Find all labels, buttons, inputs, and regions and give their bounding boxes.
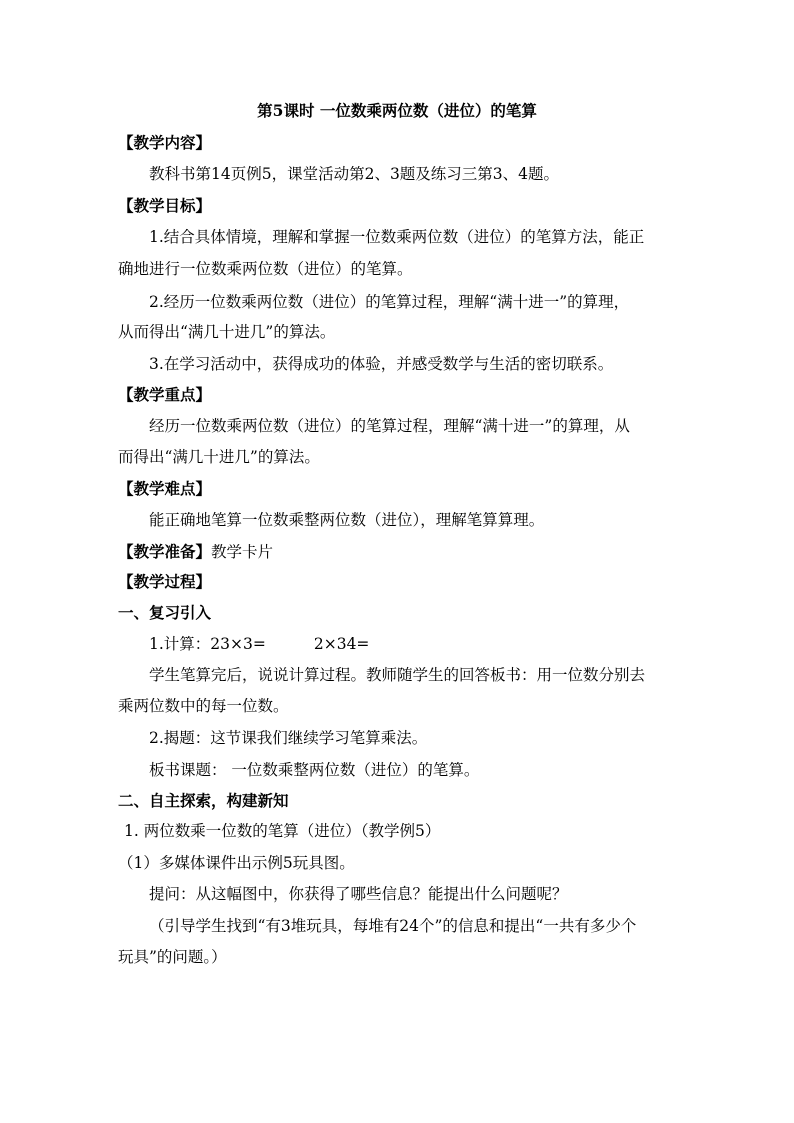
preparation-text: 教学卡片: [211, 543, 274, 561]
preparation-row: [118, 542, 678, 562]
question-text: 提问：从这幅图中，你获得了哪些信息？能提出什么问题呢？: [149, 885, 568, 903]
heading-difficulty: 【教学难点】: [118, 479, 212, 498]
goal-3: 3.在学习活动中，获得成功的体验，并感受数学与生活的密切联系。: [149, 355, 614, 373]
heading-teaching-content: 【教学内容】: [118, 133, 212, 152]
item-1: 1. 两位数乘一位数的笔算（进位）（教学例5）: [124, 822, 441, 840]
heading-process: 【教学过程】: [118, 572, 212, 591]
paragraph-teaching-content: 教科书第14页例5，课堂活动第2、3题及练习三第3、4题。: [149, 165, 560, 183]
document-title: 第5课时 一位数乘两位数（进位）的笔算: [257, 101, 537, 120]
topic-reveal: 2.揭题：这节课我们继续学习笔算乘法。: [149, 729, 428, 747]
goal-1-line-2: 确地进行一位数乘两位数（进位）的笔算。: [118, 260, 413, 278]
review-line-2: 乘两位数中的每一位数。: [118, 697, 289, 715]
goal-2-line-2: 从而得出“满几十进几”的算法。: [118, 323, 336, 341]
guide-line-1: （引导学生找到“有3堆玩具，每堆有24个”的信息和提出“一共有多少个: [149, 917, 637, 935]
key-point-line-1: 经历一位数乘两位数（进位）的笔算过程，理解“满十进一”的算理，从: [149, 417, 630, 435]
part-2-heading: 二、自主探索，构建新知: [118, 791, 289, 810]
heading-teaching-goals: 【教学目标】: [118, 196, 212, 215]
calculation-row: [149, 634, 709, 654]
review-line-1: 学生笔算完后，说说计算过程。教师随学生的回答板书：用一位数分别去: [149, 666, 646, 684]
goal-2-line-1: 2.经历一位数乘两位数（进位）的笔算过程，理解“满十进一”的算理，: [149, 293, 630, 311]
calculation-1: 1.计算：23×3=: [149, 635, 266, 653]
sub-item-1: （1）多媒体课件出示例5玩具图。: [118, 854, 355, 872]
board-title: 板书课题： 一位数乘整两位数（进位）的笔算。: [149, 761, 480, 779]
heading-preparation: 【教学准备】: [118, 542, 212, 561]
difficulty-text: 能正确地笔算一位数乘整两位数（进位），理解笔算算理。: [149, 511, 545, 529]
part-1-heading: 一、复习引入: [118, 603, 212, 622]
calculation-2: 2×34=: [313, 635, 370, 653]
key-point-line-2: 而得出“满几十进几”的算法。: [118, 448, 320, 466]
heading-key-point: 【教学重点】: [118, 385, 212, 404]
goal-1-line-1: 1.结合具体情境，理解和掌握一位数乘两位数（进位）的笔算方法，能正: [149, 228, 645, 246]
guide-line-2: 玩具”的问题。）: [118, 948, 227, 966]
